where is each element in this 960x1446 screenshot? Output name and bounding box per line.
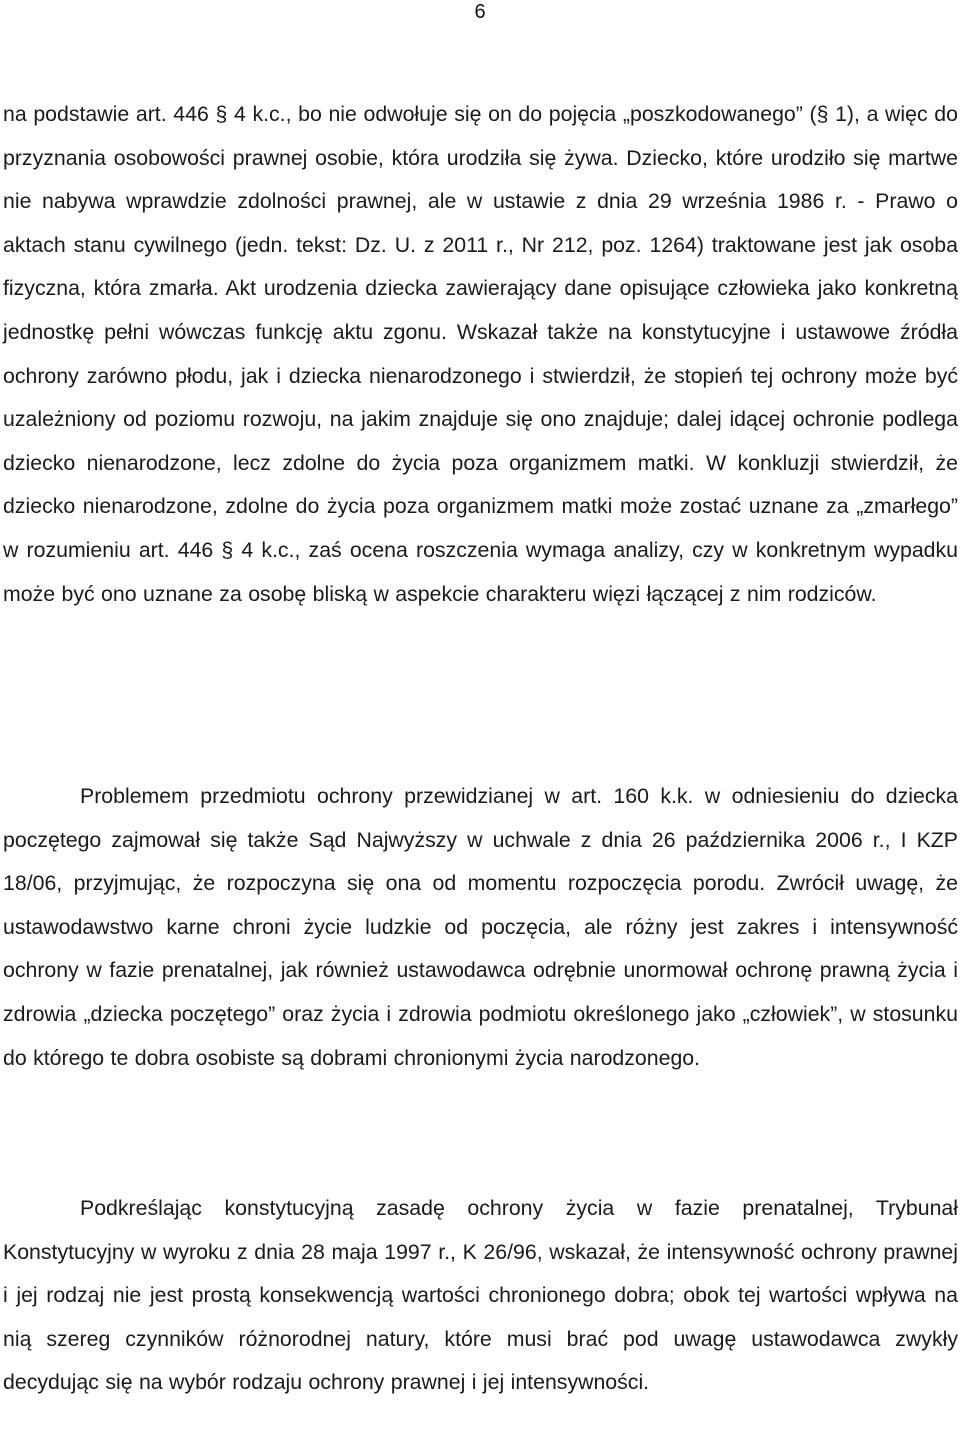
page-number: 6 — [474, 1, 486, 23]
paragraph-continuation: na podstawie art. 446 § 4 k.c., bo nie odwołuje się on do pojęcia „poszkodowanego” (§ 1), a więc do przyznania osobowości prawnej osobie, która urodziła się żywa. Dziecko, które urodziło się martwe nie nabywa wprawdzie zdolności prawnej, ale w ustawie z dnia 29 września 1986 r. - Prawo o aktach stanu cywilnego (jedn. tekst: Dz. U. z 2011 r., Nr 212, poz. 1264) traktowane jest jak osoba fizyczna, która zmarła. Akt urodzenia dziecka zawierający dane opisujące człowieka jako konkretną jednostkę pełni wówczas funkcję aktu zgonu. Wskazał także na konstytucyjne i ustawowe źródła ochrony zarówno płodu, jak i dziecka nienarodzonego i stwierdził, że stopień tej ochrony może być uzależniony od poziomu rozwoju, na jakim znajduje się ono znajduje; dalej idącej ochronie podlega dziecko nienarodzone, lecz zdolne do życia poza organizmem matki. W konkluzji stwierdził, że dziecko nienarodzone, zdolne do życia poza organizmem matki może zostać uznane za „zmarłego” w rozumieniu art. 446 § 4 k.c., zaś ocena roszczenia wymaga analizy, czy w konkretnym wypadku może być ono uznane za osobę bliską w aspekcie charakteru więzi łączącej z nim rodziców. — [3, 102, 958, 606]
paragraph-constitutional-tribunal: Podkreślając konstytucyjną zasadę ochrony życia w fazie prenatalnej, Trybunał Konstytucyjny w wyroku z dnia 28 maja 1997 r., K 26/96, wskazał, że intensywność ochrony prawnej i jej rodzaj nie jest prostą konsekwencją wartości chronionego dobra; obok tej wartości wpływa na nią szereg czynników różnorodnej natury, które musi brać pod uwagę ustawodawca zwykły decydując się na wybór rodzaju ochrony prawnej i jej intensywności. — [3, 1196, 958, 1395]
paragraph-supreme-court: Problemem przedmiotu ochrony przewidzianej w art. 160 k.k. w odniesieniu do dziecka poczętego zajmował się także Sąd Najwyższy w uchwale z dnia 26 października 2006 r., I KZP 18/06, przyjmując, że rozpoczyna się ona od momentu rozpoczęcia porodu. Zwrócił uwagę, że ustawodawstwo karne chroni życie ludzkie od poczęcia, ale różny jest zakres i intensywność ochrony w fazie prenatalnej, jak również ustawodawca odrębnie unormował ochronę prawną życia i zdrowia „dziecka poczętego” oraz życia i zdrowia podmiotu określonego jako „człowiek”, w stosunku do którego te dobra osobiste są dobrami chronionymi życia narodzonego. — [3, 784, 958, 1070]
